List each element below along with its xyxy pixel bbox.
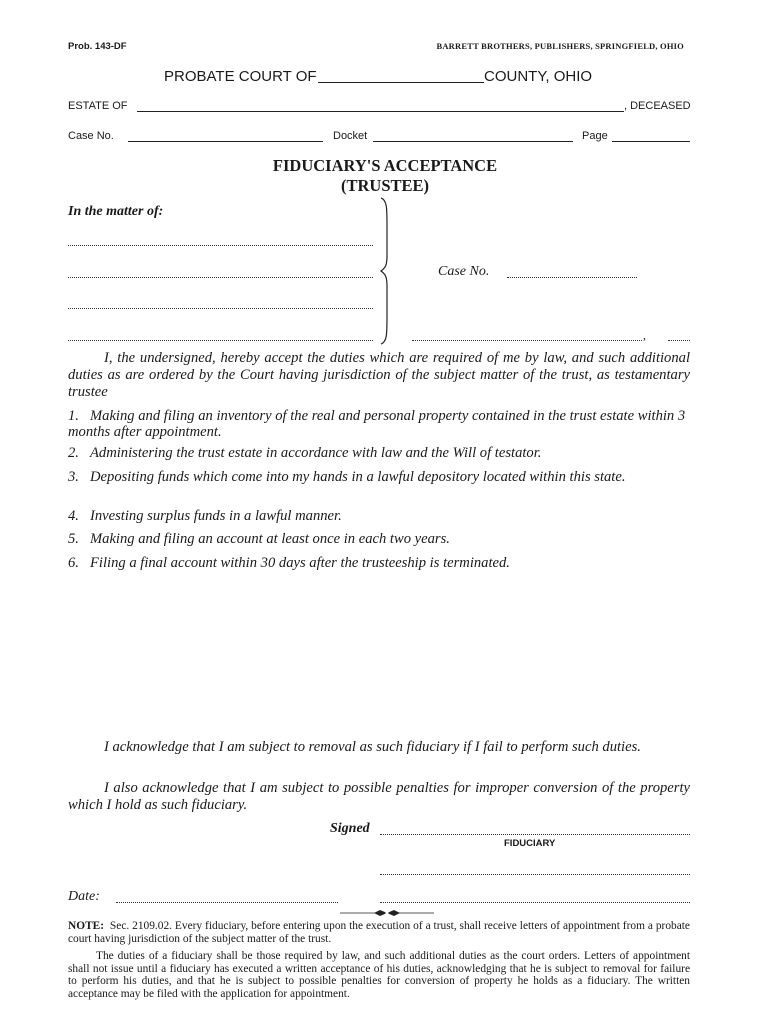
case-no-label: Case No. — [68, 130, 114, 142]
form-title: FIDUCIARY'S ACCEPTANCE — [272, 156, 498, 175]
matter-extra-field[interactable] — [412, 340, 642, 341]
matter-case-no-field[interactable] — [507, 277, 637, 278]
date-label: Date: — [68, 889, 100, 904]
page-label: Page — [582, 130, 608, 142]
duty-number: 4. — [68, 508, 79, 524]
matter-case-no-label: Case No. — [438, 264, 490, 279]
duty-item — [68, 408, 690, 440]
docket-field[interactable] — [373, 141, 573, 142]
county-field[interactable] — [318, 82, 484, 83]
matter-comma: , — [643, 328, 646, 342]
duty-text: Filing a final account within 30 days after the trusteeship is terminated. — [90, 555, 510, 571]
duty-text: Making and filing an account at least once in each two years. — [90, 531, 450, 547]
duty-item — [68, 445, 690, 461]
acknowledgment-removal: I acknowledge that I am subject to removal as such fiduciary if I fail to perform such duties. — [104, 739, 641, 755]
duty-item — [68, 469, 690, 485]
duty-item — [68, 508, 690, 524]
matter-label: In the matter of: — [68, 204, 164, 219]
note-text-1: Sec. 2109.02. Every fiduciary, before entering upon the execution of a trust, shall receive letters of appointment from a probate court having jurisdiction of the subject matter of the trust. — [68, 920, 690, 945]
signature-line-2[interactable] — [380, 874, 690, 875]
form-number: Prob. 143-DF — [68, 41, 127, 52]
form-subtitle: (TRUSTEE) — [340, 176, 430, 195]
duty-text: Depositing funds which come into my hands in a lawful depository located within this state. — [90, 469, 626, 485]
ornament-divider-icon — [340, 905, 434, 919]
court-label: PROBATE COURT OF — [164, 68, 317, 85]
matter-line-1[interactable] — [68, 245, 373, 246]
court-suffix: COUNTY, OHIO — [484, 68, 593, 85]
duty-number: 1. — [68, 408, 79, 424]
publisher-imprint: BARRETT BROTHERS, PUBLISHERS, SPRINGFIELD, OHIO — [436, 41, 684, 51]
matter-extra-field-2[interactable] — [668, 340, 690, 341]
signed-label: Signed — [330, 821, 370, 836]
matter-line-3[interactable] — [68, 308, 373, 309]
duty-number: 6. — [68, 555, 79, 571]
duty-number: 5. — [68, 531, 79, 547]
signature-line-3[interactable] — [380, 902, 690, 903]
duty-text: Administering the trust estate in accordance with law and the Will of testator. — [90, 445, 542, 461]
case-no-field[interactable] — [128, 141, 323, 142]
note-paragraph-2: The duties of a fiduciary shall be those required by law, and such additional duties as the court orders. Letters of appointment shall not issue until a fiduciary has executed a written acceptance of his duties, acknowledging that he is subject to removal for failure to perform his duties, and that he is subject to possible penalties for conversion of property he holds as a fiduciary. The written acceptance may be filed with the application for appointment. — [68, 950, 690, 1000]
duty-item — [68, 555, 690, 571]
intro-paragraph: I, the undersigned, hereby accept the duties which are required of me by law, and such additional duties as are ordered by the Court having jurisdiction of the subject matter of the trust, as testamentary trustee — [68, 350, 690, 400]
duty-number: 3. — [68, 469, 79, 485]
duty-number: 2. — [68, 445, 79, 461]
estate-name-field[interactable] — [137, 111, 624, 112]
deceased-label: , DECEASED — [624, 100, 691, 112]
duty-text: Making and filing an inventory of the real and personal property contained in the trust estate within 3 months after appointment. — [68, 408, 686, 440]
signature-field[interactable] — [380, 834, 690, 835]
note-paragraph-1 — [68, 920, 690, 945]
note-label: NOTE: — [68, 920, 105, 932]
fiduciary-label: FIDUCIARY — [504, 838, 556, 849]
estate-label: ESTATE OF — [68, 100, 128, 112]
brace-icon — [377, 196, 391, 346]
matter-line-4[interactable] — [68, 340, 373, 341]
date-field[interactable] — [116, 902, 338, 903]
duty-item — [68, 531, 690, 547]
docket-label: Docket — [333, 130, 368, 142]
acknowledgment-penalties: I also acknowledge that I am subject to possible penalties for improper conversion of the property which I hold as such fiduciary. — [68, 780, 690, 813]
page-field[interactable] — [612, 141, 690, 142]
duty-text: Investing surplus funds in a lawful manner. — [90, 508, 342, 524]
matter-line-2[interactable] — [68, 277, 373, 278]
